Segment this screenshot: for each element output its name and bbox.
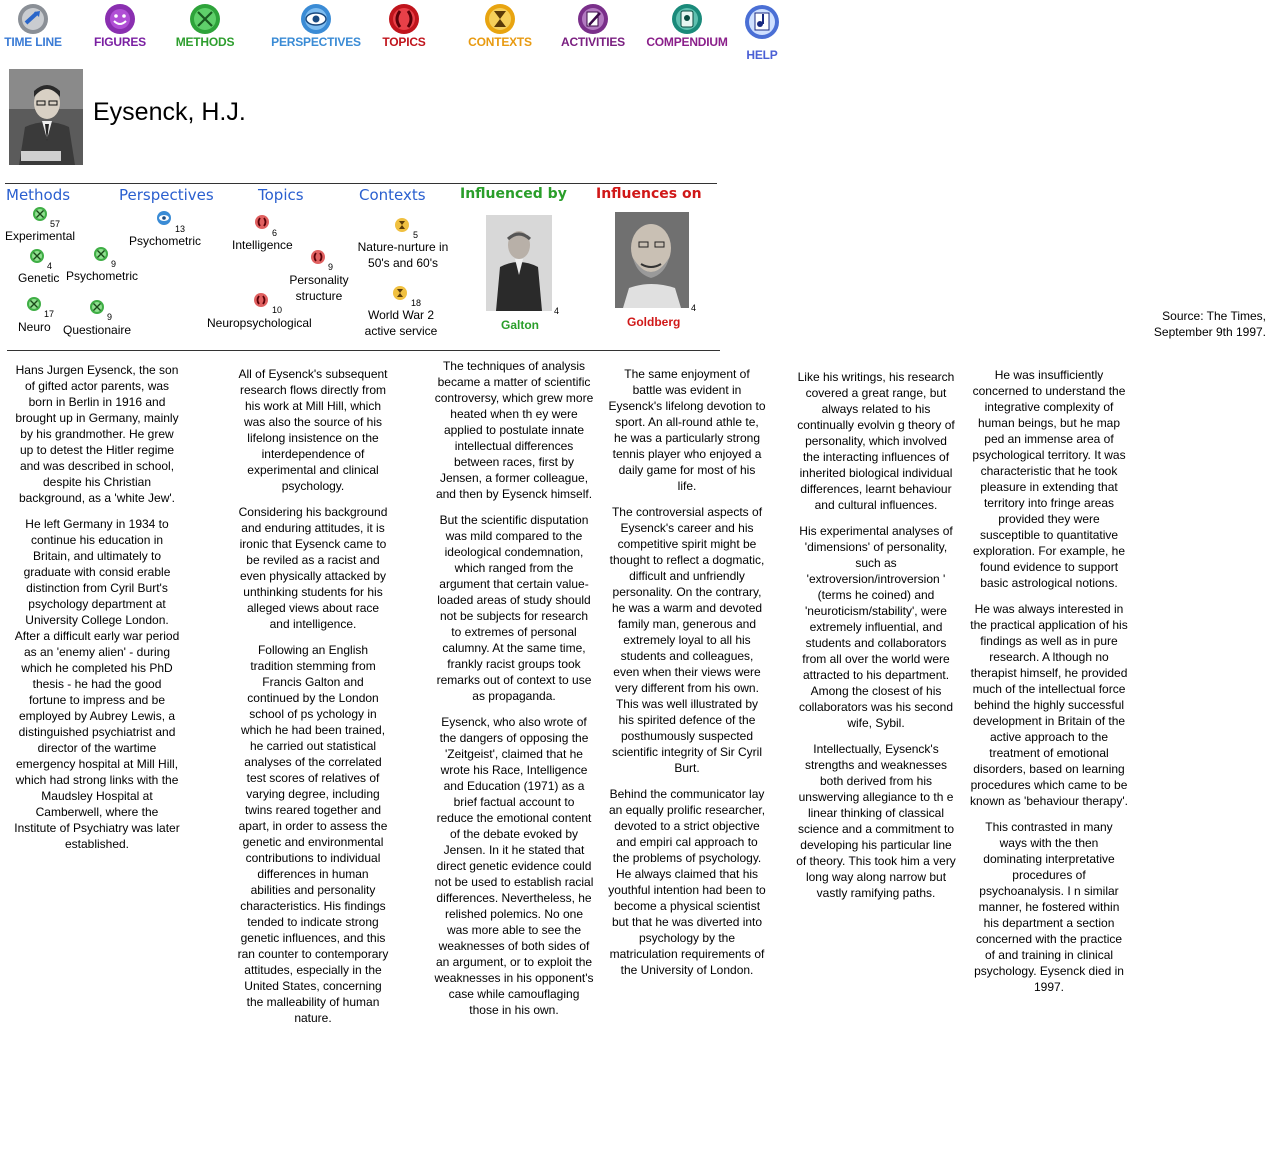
column-heading-influenced-by: Influenced by (460, 186, 567, 202)
article-paragraph: Like his writings, his research covered a great range, but always related to his continually evolvin g theory of personality, which involved the interacting influences of inherited biological individual differences, learnt behaviour and cultural influences. (797, 370, 955, 512)
topics-count: 9 (328, 262, 334, 272)
topics-count: 6 (272, 228, 278, 238)
context-link-nature-nurture[interactable] (356, 239, 450, 271)
methods-count: 17 (44, 309, 55, 319)
contexts-icon (484, 3, 516, 35)
methods-icon (27, 297, 41, 311)
article-paragraph: The same enjoyment of battle was evident in Eysenck's lifelong devotion to sport. An all-round athle te, he was a particularly strong tennis player who enjoyed a daily game for most of his life. (608, 367, 766, 493)
method-link-questionaire[interactable]: Questionaire (63, 323, 132, 337)
article-paragraph: But the scientific disputation was mild compared to the ideological condemnation, which ranged from the argument that certain value-loaded areas of study should not be subjects for research to extremes of personal calumny. At the same time, frankly racist groups took remarks out of context to use as propaganda. (436, 513, 592, 703)
methods-count: 9 (107, 312, 113, 322)
article-paragraph: He was insufficiently concerned to understand the integrative complexity of human beings, but he map ped an immense area of psychological territory. It was characteristic that he took pleasure in extending that territory into fringe areas provided they were susceptible to quantitative exploration. For example, he found evidence to support basic astrological notions. (972, 368, 1126, 590)
nav-perspectives-label: PERSPECTIVES (271, 35, 361, 49)
nav-timeline[interactable] (2, 0, 64, 49)
nav-activities[interactable] (558, 0, 628, 49)
nav-topics-label: TOPICS (382, 35, 426, 49)
goldberg-portrait-image (615, 212, 689, 308)
methods-count: 9 (111, 259, 117, 269)
activities-icon (577, 3, 609, 35)
source-line: Source: The Times, (1162, 309, 1266, 323)
topic-link-intelligence[interactable]: Intelligence (232, 238, 293, 252)
topics-count: 10 (272, 305, 283, 315)
methods-icon (189, 3, 221, 35)
contexts-count: 18 (411, 298, 422, 308)
perspectives-icon (157, 211, 171, 225)
perspectives-count: 13 (175, 224, 186, 234)
nav-figures[interactable] (90, 0, 150, 49)
method-link-genetic[interactable]: Genetic (18, 271, 60, 285)
influences-on-name[interactable]: Goldberg (627, 315, 681, 329)
methods-count: 57 (50, 219, 61, 229)
article-paragraph: Following an English tradition stemming from Francis Galton and continued by the London school of ps ychology in which he had been trained, he carried out statistical analyses of the correlated test scores of relatives of varying degree, including twins reared together and apart, in order to assess the genetic and environmental contributions to individual differences in human abilities and personality characteristics. His findings tended to indicate strong genetic influences, and this ran counter to contemporary attitudes, especially in the United States, concerning the malleability of human nature. (237, 643, 389, 1025)
topics-icon (311, 250, 325, 264)
compendium-icon (671, 3, 703, 35)
nav-help[interactable] (740, 0, 784, 62)
methods-icon (30, 249, 44, 263)
galton-portrait-image (486, 215, 552, 311)
contexts-icon (393, 286, 407, 300)
person-name: Eysenck, H.J. (93, 98, 246, 126)
nav-topics[interactable] (378, 0, 430, 49)
column-heading-topics: Topics (258, 186, 304, 204)
methods-count: 4 (47, 261, 53, 271)
portrait-image (9, 69, 83, 165)
topic-label-line: Personality (289, 273, 349, 287)
topic-link-personality-structure[interactable] (288, 272, 350, 304)
article-paragraph: His experimental analyses of 'dimensions' of personality, such as 'extroversion/introversion ' (terms he coined) and 'neuroticism/stability', were extremely influential, and students and collaborators from all over the world were attracted to his department. Among the closest of his collaborators was his second wife, Sybil. (798, 524, 954, 730)
context-label-line: World War 2 (367, 308, 434, 322)
nav-methods-label: METHODS (175, 35, 235, 49)
article-paragraph: All of Eysenck's subsequent research flows directly from his work at Mill Hill, which was also the source of his lifelong insistence on the interdependence of experimental and clinical psychology. (238, 367, 388, 493)
nav-perspectives[interactable] (270, 0, 362, 49)
context-label-line: Nature-nurture in (357, 240, 449, 254)
top-navigation (0, 0, 800, 66)
nav-compendium-label: COMPENDIUM (646, 35, 728, 49)
article-paragraph: Considering his background and enduring attitudes, it is ironic that Eysenck came to be reviled as a racist and even physically attacked by unthinking students for his alleged views about race and intelligence. (238, 505, 388, 631)
figures-icon (104, 3, 136, 35)
article-paragraph: The techniques of analysis became a matter of scientific controversy, which grew more heated when th ey were applied to postulate innate intellectual differences between races, first by Jensen, a former colleague, and then by Eysenck himself. (434, 359, 594, 501)
article-paragraph: Intellectually, Eysenck's strengths and weaknesses both derived from his unswerving allegiance to th e linear thinking of classical science and a commitment to developing his particular line of theory. This took him a very long way along narrow but vastly ramifying paths. (796, 742, 956, 900)
perspectives-icon (300, 3, 332, 35)
context-link-world-war-2[interactable] (364, 307, 438, 339)
influences-on-portrait[interactable] (615, 212, 689, 308)
portrait-illustration (9, 69, 83, 165)
context-label-line: 50's and 60's (368, 256, 438, 270)
help-icon (743, 2, 781, 42)
method-link-neuro[interactable]: Neuro (18, 320, 51, 334)
contexts-icon (395, 218, 409, 232)
nav-help-label: HELP (746, 48, 778, 62)
column-heading-perspectives: Perspectives (119, 186, 214, 204)
article-paragraph: This contrasted in many ways with the then dominating interpretative procedures of psychoanalysis. I n similar manner, he fostered within his department a section concerned with the practice of and training in clinical psychology. Eysenck died in 1997. (974, 820, 1124, 994)
article-column-4 (608, 366, 766, 988)
article-paragraph: He left Germany in 1934 to continue his education in Britain, and ultimately to graduate with consid erable distinction from Cyril Burt's psychology department at University College London. After a difficult early war period as an 'enemy alien' - during which he completed his PhD thesis - he had the good fortune to impress and be employed by Aubrey Lewis, a distinguished psychiatrist and director of the wartime emergency hospital at Mill Hill, which had strong links with the Maudsley Hospital at Camberwell, where the Institute of Psychiatry was later established. (14, 517, 180, 851)
divider-bottom (7, 350, 720, 351)
topics-icon (254, 293, 268, 307)
context-label-line: active service (364, 324, 438, 338)
influenced-by-portrait[interactable] (486, 215, 552, 311)
article-paragraph: He was always interested in the practical application of his findings as well as in pure research. A lthough no therapist himself, he provided much of the intellectual force behind the highly successful development in Britain of the active approach to the treatment of emotional disorders, based on learning procedures which came to be known as 'behaviour therapy'. (970, 602, 1129, 808)
nav-activities-label: ACTIVITIES (560, 35, 625, 49)
article-column-5 (796, 369, 956, 911)
article-column-6 (970, 367, 1128, 1005)
article-column-3 (434, 358, 594, 1028)
nav-figures-label: FIGURES (94, 35, 146, 49)
topic-label-line: structure (295, 289, 343, 303)
article-column-1 (14, 362, 180, 862)
influences-on-count: 4 (691, 303, 697, 313)
method-link-experimental[interactable]: Experimental (5, 229, 76, 243)
topics-icon (388, 3, 420, 35)
nav-methods[interactable] (174, 0, 236, 49)
article-paragraph: Hans Jurgen Eysenck, the son of gifted actor parents, was born in Berlin in 1916 and brought up in Germany, mainly by his grandmother. He grew up to detest the Hitler regime and was described in school, despite his Christian background, as a 'white Jew'. (15, 363, 179, 505)
column-heading-influences-on: Influences on (596, 186, 702, 202)
nav-timeline-label: TIME LINE (4, 35, 62, 49)
nav-compendium[interactable] (644, 0, 730, 49)
influenced-by-name[interactable]: Galton (501, 318, 539, 332)
article-column-2 (236, 366, 390, 1036)
influenced-by-count: 4 (554, 306, 560, 316)
source-line: September 9th 1997. (1153, 325, 1266, 339)
article-source (1148, 308, 1266, 340)
methods-icon (94, 247, 108, 261)
article-paragraph: Eysenck, who also wrote of the dangers of opposing the 'Zeitgeist', claimed that he wrote his Race, Intelligence and Education (1971) as a brief factual account to reduce the emotional content of the debate evoked by Jensen. In it he stated that direct genetic evidence could not be used to establish racial differences. Nevertheless, he relished polemics. No one was more able to see the weaknesses of both sides of an argument, or to exploit the weaknesses in his opponent's case while camouflaging those in his own. (434, 715, 594, 1017)
methods-icon (90, 300, 104, 314)
perspective-link-psychometric[interactable]: Psychometric (129, 234, 202, 248)
topic-clip-area (200, 312, 340, 335)
nav-contexts-label: CONTEXTS (468, 35, 532, 49)
article-paragraph: The controversial aspects of Eysenck's career and his competitive spirit might be thought to reflect a dogmatic, difficult and unfriendly personality. On the contrary, he was a warm and devoted family man, generous and extremely loyal to all his students and colleagues, even when their views were very different from his own. This was well illustrated by his spirited defence of the posthumously suspected scientific integrity of Sir Cyril Burt. (609, 505, 765, 775)
column-heading-methods: Methods (6, 186, 71, 204)
nav-contexts[interactable] (466, 0, 534, 49)
topics-icon (255, 215, 269, 229)
timeline-icon (17, 3, 49, 35)
methods-icon (33, 207, 47, 221)
article-paragraph: Behind the communicator lay an equally prolific researcher, devoted to a strict objective and empiri cal approach to the problems of psychology. He always claimed that his youthful intention had been to become a physical scientist but that he was diverted into psychology by the matriculation requirements of the University of London. (608, 787, 766, 977)
topic-link-neuropsychological[interactable]: Neuropsychological (207, 316, 312, 330)
column-heading-contexts: Contexts (359, 186, 426, 204)
method-link-psychometric[interactable]: Psychometric (66, 269, 139, 283)
divider-top (5, 183, 717, 184)
contexts-count: 5 (413, 230, 419, 240)
